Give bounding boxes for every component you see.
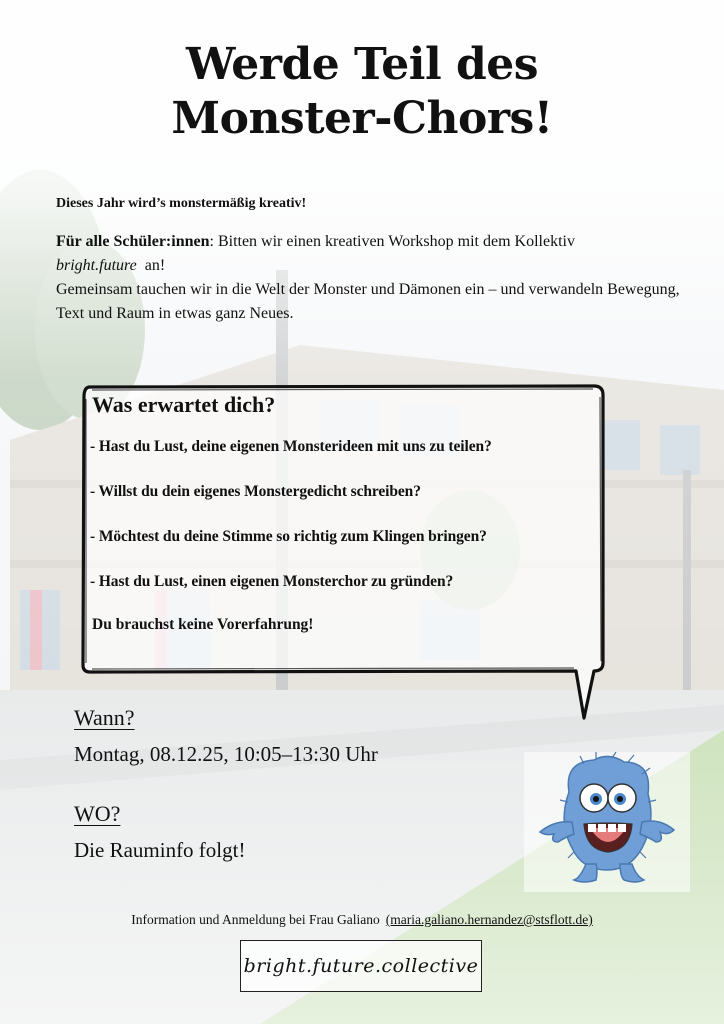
poster-title	[0, 38, 724, 146]
where-value: Die Rauminfo folgt!	[74, 838, 246, 862]
intro-lead: Dieses Jahr wird’s monstermäßig kreativ!	[56, 196, 307, 211]
brand-name: bright.future.collective	[243, 955, 479, 977]
contact-line	[0, 912, 724, 928]
where-label: WO?	[74, 801, 121, 826]
title-line-1: Werde Teil des	[185, 39, 539, 90]
list-item: - Hast du Lust, einen eigenen Monsterchor zu gründen?	[90, 573, 454, 590]
list-item: - Hast du Lust, deine eigenen Monsterideen mit uns zu teilen?	[90, 438, 492, 455]
intro-paragraph-2: Gemeinsam tauchen wir in die Welt der Monster und Dämonen ein – und verwandeln Bewegung, Text und Raum in etwas ganz Neues.	[56, 281, 680, 322]
contact-email-link[interactable]: (maria.galiano.hernandez@stsflott.de)	[385, 912, 593, 927]
speech-bubble-content	[92, 391, 597, 635]
intro-audience	[56, 230, 696, 278]
where-section	[74, 800, 245, 864]
bubble-heading: Was erwartet dich?	[92, 392, 276, 417]
monster-illustration	[524, 752, 690, 892]
monster-icon	[524, 752, 690, 892]
collective-name: bright.future	[56, 257, 137, 274]
brand-box	[240, 940, 482, 992]
when-label: Wann?	[74, 705, 135, 730]
audience-text-before: : Bitten wir einen kreativen Workshop mit dem Kollektiv	[209, 233, 575, 250]
contact-text: Information und Anmeldung bei Frau Galiano	[131, 912, 380, 927]
intro-text	[56, 192, 696, 326]
when-value: Montag, 08.12.25, 10:05–13:30 Uhr	[74, 742, 378, 766]
audience-label: Für alle Schüler:innen	[56, 233, 210, 250]
list-item: - Möchtest du deine Stimme so richtig zum Klingen bringen?	[90, 528, 487, 545]
question-list	[92, 437, 597, 592]
title-line-2: Monster-Chors!	[171, 93, 553, 144]
list-item: - Willst du dein eigenes Monstergedicht schreiben?	[90, 483, 421, 500]
speech-bubble	[82, 381, 606, 671]
audience-text-after: an!	[140, 257, 166, 274]
no-experience-note: Du brauchst keine Vorerfahrung!	[92, 616, 314, 633]
